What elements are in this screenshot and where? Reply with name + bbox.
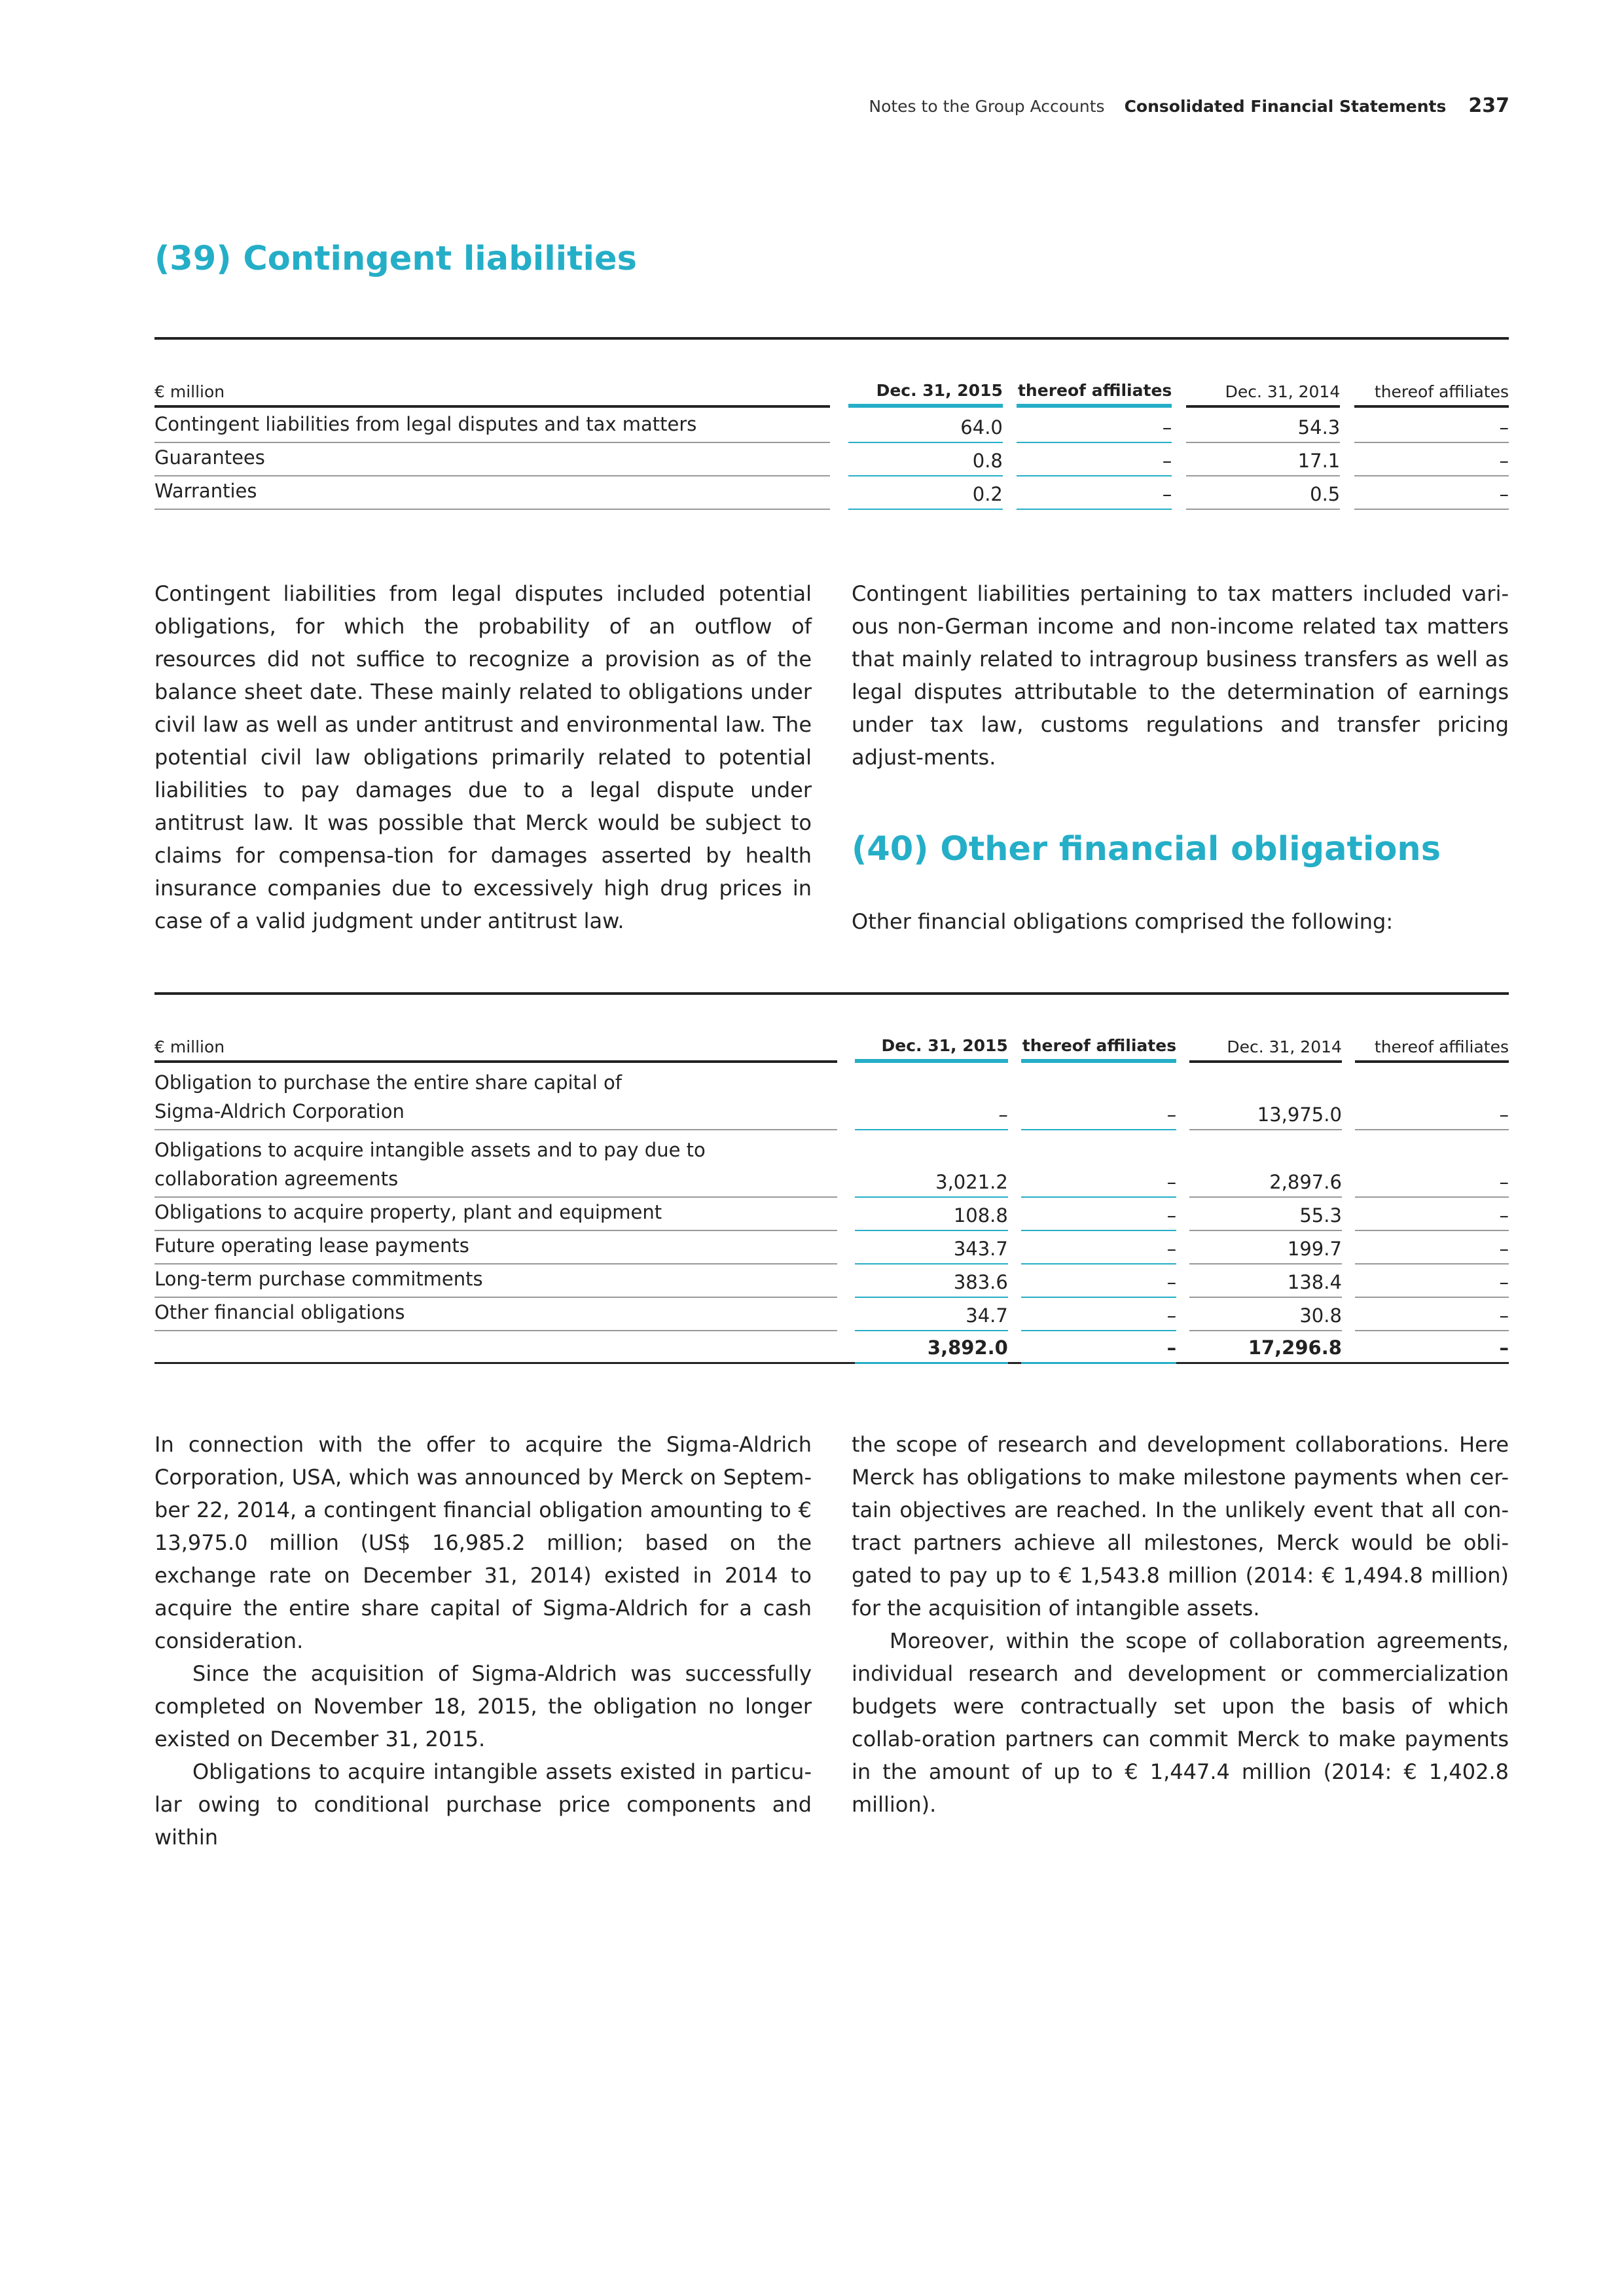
row-label: Contingent liabilities from legal disputes and tax matters — [154, 408, 830, 443]
cell-value: 55.3 — [1189, 1198, 1341, 1231]
cell-value: – — [1355, 1231, 1509, 1265]
cell-value: – — [855, 1063, 1008, 1130]
cell-value: 34.7 — [855, 1298, 1008, 1331]
cell-value: – — [1021, 1298, 1176, 1331]
cell-value: 138.4 — [1189, 1265, 1341, 1298]
other-financial-obligations-table — [154, 1036, 1509, 1364]
total-value: – — [1355, 1331, 1509, 1364]
column-header-unit: € million — [154, 1036, 837, 1063]
cell-value: – — [1021, 1231, 1176, 1265]
table-row — [154, 476, 1509, 510]
column-header-affiliates-2014: thereof affiliates — [1354, 381, 1509, 408]
table-header-row — [154, 381, 1509, 408]
row-label — [154, 1063, 837, 1130]
row-label-text: Obligations to acquire intangible assets and to pay due to collaboration agreements — [154, 1139, 706, 1190]
cell-value: 3,021.2 — [855, 1130, 1008, 1198]
cell-value: 30.8 — [1189, 1298, 1341, 1331]
row-label: Future operating lease payments — [154, 1231, 837, 1265]
table-row — [154, 1130, 1509, 1198]
cell-value: 13,975.0 — [1189, 1063, 1341, 1130]
paragraph: In connection with the offer to acquire the Sigma-Aldrich Corporation, USA, which was announced by Merck on Septem-ber 22, 2014, a contingent financial obligation amounting to € 13,975.0 million (US$ 16,985.2 million; based on the exchange rate on December 31, 2014) existed in 2014 to acquire the entire share capital of Sigma-Aldrich for a cash consideration. — [154, 1432, 812, 1653]
table-row — [154, 408, 1509, 443]
header-title: Consolidated Financial Statements — [1124, 97, 1447, 116]
cell-value: – — [1355, 1298, 1509, 1331]
table-row — [154, 1298, 1509, 1331]
paragraph: the scope of research and development collaborations. Here Merck has obligations to make milestone payments when cer-tain objectives are reached. In the unlikely event that all con-tract partners achieve all milestones, Merck would be obli-gated to pay up to € 1,543.8 million (2014: € 1,494.8 million) for the acquisition of intangible assets. — [852, 1432, 1509, 1621]
section-39-heading: (39) Contingent liabilities — [154, 240, 637, 278]
cell-value: – — [1017, 408, 1172, 443]
cell-value: 0.8 — [848, 443, 1003, 476]
cell-value: – — [1021, 1198, 1176, 1231]
row-label: Obligations to acquire property, plant and equipment — [154, 1198, 837, 1231]
cell-value: – — [1355, 1130, 1509, 1198]
cell-value: 17.1 — [1186, 443, 1341, 476]
cell-value: 64.0 — [848, 408, 1003, 443]
row-label: Warranties — [154, 476, 830, 510]
column-header-unit: € million — [154, 381, 830, 408]
column-header-2015: Dec. 31, 2015 — [855, 1036, 1008, 1063]
column-header-2014: Dec. 31, 2014 — [1186, 381, 1341, 408]
row-label: Other financial obligations — [154, 1298, 837, 1331]
cell-value: 199.7 — [1189, 1231, 1341, 1265]
cell-value: 383.6 — [855, 1265, 1008, 1298]
cell-value: 108.8 — [855, 1198, 1008, 1231]
table-row — [154, 1265, 1509, 1298]
section-39-right-text — [852, 577, 1509, 774]
row-label — [154, 1130, 837, 1198]
cell-value: 2,897.6 — [1189, 1130, 1341, 1198]
cell-value: – — [1021, 1130, 1176, 1198]
table-40-top-rule — [154, 992, 1509, 995]
cell-value: – — [1021, 1063, 1176, 1130]
column-header-affiliates-2015: thereof affiliates — [1021, 1036, 1176, 1063]
table-row — [154, 1198, 1509, 1231]
cell-value: 0.2 — [848, 476, 1003, 510]
paragraph: Other financial obligations comprised the following: — [852, 909, 1394, 934]
paragraph: Contingent liabilities from legal disputes included potential obligations, for which the probability of an outflow of resources did not suffice to recognize a provision as of the balance sheet date. These mainly related to obligations under civil law as well as under antitrust and environmental law. The potential civil law obligations primarily related to potential liabilities to pay damages due to a legal dispute under antitrust law. It was possible that Merck would be subject to claims for compensa-tion for damages asserted by health insurance companies due to excessively high drug prices in case of a valid judgment under antitrust law. — [154, 581, 812, 933]
row-label-text: Obligation to purchase the entire share capital of Sigma-Aldrich Corporation — [154, 1071, 622, 1122]
table-total-row — [154, 1331, 1509, 1364]
section-40-intro — [852, 905, 1509, 938]
total-value: 3,892.0 — [855, 1331, 1008, 1364]
section-39-left-text — [154, 577, 812, 937]
table-row — [154, 443, 1509, 476]
contingent-liabilities-table — [154, 381, 1509, 510]
cell-value: – — [1017, 443, 1172, 476]
row-label: Long-term purchase commitments — [154, 1265, 837, 1298]
table-39-top-rule — [154, 337, 1509, 340]
column-header-2014: Dec. 31, 2014 — [1189, 1036, 1341, 1063]
page-number: 237 — [1468, 94, 1509, 117]
total-value: – — [1021, 1331, 1176, 1364]
section-40-heading: (40) Other financial obligations — [852, 830, 1441, 869]
table-row — [154, 1231, 1509, 1265]
cell-value: – — [1355, 1265, 1509, 1298]
section-40-right-text — [852, 1428, 1509, 1821]
total-label — [154, 1331, 837, 1364]
cell-value: – — [1354, 476, 1509, 510]
paragraph: Obligations to acquire intangible assets existed in particu-lar owing to conditional purchase price components and within — [154, 1759, 812, 1850]
cell-value: – — [1355, 1198, 1509, 1231]
column-header-affiliates-2015: thereof affiliates — [1017, 381, 1172, 408]
column-header-affiliates-2014: thereof affiliates — [1355, 1036, 1509, 1063]
cell-value: 0.5 — [1186, 476, 1341, 510]
table-row — [154, 1063, 1509, 1130]
total-value: 17,296.8 — [1189, 1331, 1341, 1364]
column-header-2015: Dec. 31, 2015 — [848, 381, 1003, 408]
cell-value: – — [1021, 1265, 1176, 1298]
header-section: Notes to the Group Accounts — [869, 97, 1105, 116]
row-label: Guarantees — [154, 443, 830, 476]
cell-value: – — [1354, 443, 1509, 476]
cell-value: – — [1354, 408, 1509, 443]
paragraph: Contingent liabilities pertaining to tax matters included vari-ous non-German income and non-income related tax matters that mainly related to intragroup business transfers as well as legal disputes attributable to the determination of earnings under tax law, customs regulations and transfer pricing adjust-ments. — [852, 581, 1509, 770]
cell-value: – — [1017, 476, 1172, 510]
paragraph: Moreover, within the scope of collaboration agreements, individual research and development or commercialization budgets were contractually set upon the basis of which collab-oration partners can commit Merck to make payments in the amount of up to € 1,447.4 million (2014: € 1,402.8 million). — [852, 1628, 1509, 1817]
section-40-left-text — [154, 1428, 812, 1854]
paragraph: Since the acquisition of Sigma-Aldrich was successfully completed on November 18, 2015, the obligation no longer existed on December 31, 2015. — [154, 1661, 812, 1751]
table-header-row — [154, 1036, 1509, 1063]
cell-value: 343.7 — [855, 1231, 1008, 1265]
cell-value: 54.3 — [1186, 408, 1341, 443]
running-header — [869, 94, 1509, 117]
cell-value: – — [1355, 1063, 1509, 1130]
